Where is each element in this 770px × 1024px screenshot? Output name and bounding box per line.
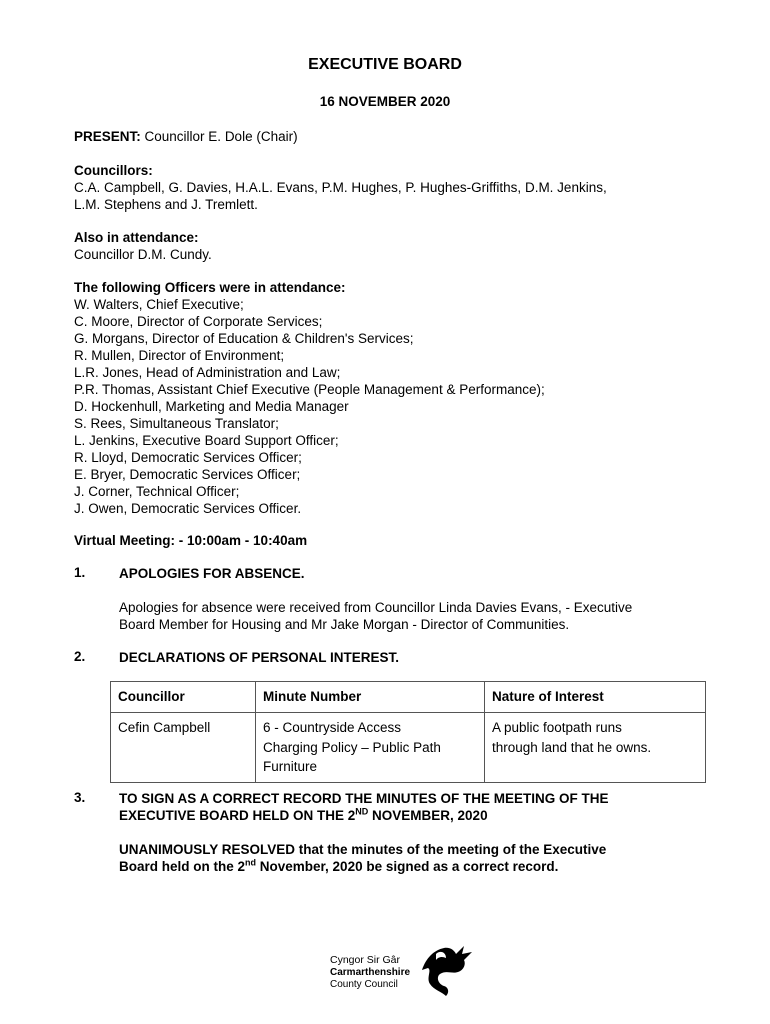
cell-minute-line: Charging Policy – Public Path [263, 739, 441, 755]
logo-line-3: County Council [330, 979, 398, 990]
present-label: PRESENT: [74, 129, 141, 144]
officer-item: E. Bryer, Democratic Services Officer; [74, 467, 301, 482]
resolution-text: Board held on the 2 [119, 859, 246, 874]
attendance-value: Councillor D.M. Cundy. [74, 247, 212, 262]
item-1-line-1: Apologies for absence were received from Councillor Linda Davies Evans, - Executive [119, 600, 633, 615]
header-minute-number: Minute Number [256, 682, 485, 713]
cell-minute-line: Furniture [263, 759, 318, 774]
cell-nature-line: through land that he owns. [492, 739, 652, 755]
cell-nature-line: A public footpath runs [492, 720, 622, 735]
item-3-resolution-line-2 [119, 858, 719, 875]
header-councillor: Councillor [111, 682, 256, 713]
item-3-resolution-line-1: UNANIMOUSLY RESOLVED that the minutes of the meeting of the Executive [119, 842, 607, 857]
item-3-resolution [119, 841, 719, 875]
cell-minute-number [256, 713, 485, 783]
attendance-heading: Also in attendance: [74, 230, 199, 245]
councillors-section [74, 162, 714, 213]
present-line [74, 128, 714, 145]
officer-item: J. Owen, Democratic Services Officer. [74, 501, 302, 516]
item-2-number: 2. [74, 649, 86, 664]
officer-item: S. Rees, Simultaneous Translator; [74, 416, 279, 431]
item-3-heading [119, 790, 719, 824]
item-3-heading-line-2 [119, 807, 719, 824]
item-1-line-2: Board Member for Housing and Mr Jake Morgan - Director of Communities. [119, 617, 570, 632]
dragon-icon [416, 940, 476, 1000]
logo-line-2: Carmarthenshire [330, 966, 411, 978]
present-value: Councillor E. Dole (Chair) [144, 129, 298, 144]
table-row [111, 713, 706, 783]
councillors-heading: Councillors: [74, 163, 153, 178]
interest-table [110, 681, 706, 783]
officer-item: W. Walters, Chief Executive; [74, 297, 244, 312]
cell-councillor: Cefin Campbell [111, 713, 256, 783]
officer-item: P.R. Thomas, Assistant Chief Executive (People Management & Performance); [74, 382, 545, 397]
officer-item: D. Hockenhull, Marketing and Media Manager [74, 399, 349, 414]
officer-item: C. Moore, Director of Corporate Services; [74, 314, 323, 329]
heading-text: EXECUTIVE BOARD HELD ON THE 2 [119, 808, 356, 823]
item-1-number: 1. [74, 565, 86, 580]
item-3-number: 3. [74, 790, 86, 805]
officers-heading: The following Officers were in attendance: [74, 280, 346, 295]
cell-minute-line: 6 - Countryside Access [263, 720, 402, 735]
item-2-heading: DECLARATIONS OF PERSONAL INTEREST. [119, 650, 400, 665]
item-1-heading: APOLOGIES FOR ABSENCE. [119, 566, 305, 581]
logo-text [330, 954, 430, 992]
councillors-line-2: L.M. Stephens and J. Tremlett. [74, 197, 258, 212]
table-header-row [111, 682, 706, 713]
resolution-text: November, 2020 be signed as a correct record. [256, 859, 559, 874]
officer-item: L.R. Jones, Head of Administration and Law; [74, 365, 341, 380]
meeting-date: 16 NOVEMBER 2020 [319, 94, 451, 109]
officer-item: J. Corner, Technical Officer; [74, 484, 240, 499]
item-3-heading-line-1: TO SIGN AS A CORRECT RECORD THE MINUTES OF THE MEETING OF THE [119, 791, 609, 806]
logo-line-1: Cyngor Sir Gâr [330, 954, 401, 966]
attendance-section [74, 229, 714, 263]
officers-section [74, 279, 714, 517]
officer-item: G. Morgans, Director of Education & Children's Services; [74, 331, 414, 346]
cell-nature-of-interest [485, 713, 706, 783]
meeting-time: Virtual Meeting: - 10:00am - 10:40am [74, 533, 308, 548]
heading-text: NOVEMBER, 2020 [368, 808, 488, 823]
item-1-body [119, 599, 719, 633]
superscript: nd [245, 857, 257, 868]
officer-item: R. Mullen, Director of Environment; [74, 348, 285, 363]
officer-item: L. Jenkins, Executive Board Support Officer; [74, 433, 339, 448]
council-logo [330, 940, 480, 1010]
header-nature-of-interest: Nature of Interest [485, 682, 706, 713]
document-title: EXECUTIVE BOARD [308, 56, 462, 73]
officer-item: R. Lloyd, Democratic Services Officer; [74, 450, 302, 465]
superscript: ND [355, 806, 369, 817]
councillors-line-1: C.A. Campbell, G. Davies, H.A.L. Evans, P.M. Hughes, P. Hughes-Griffiths, D.M. Jenkins, [74, 180, 607, 195]
